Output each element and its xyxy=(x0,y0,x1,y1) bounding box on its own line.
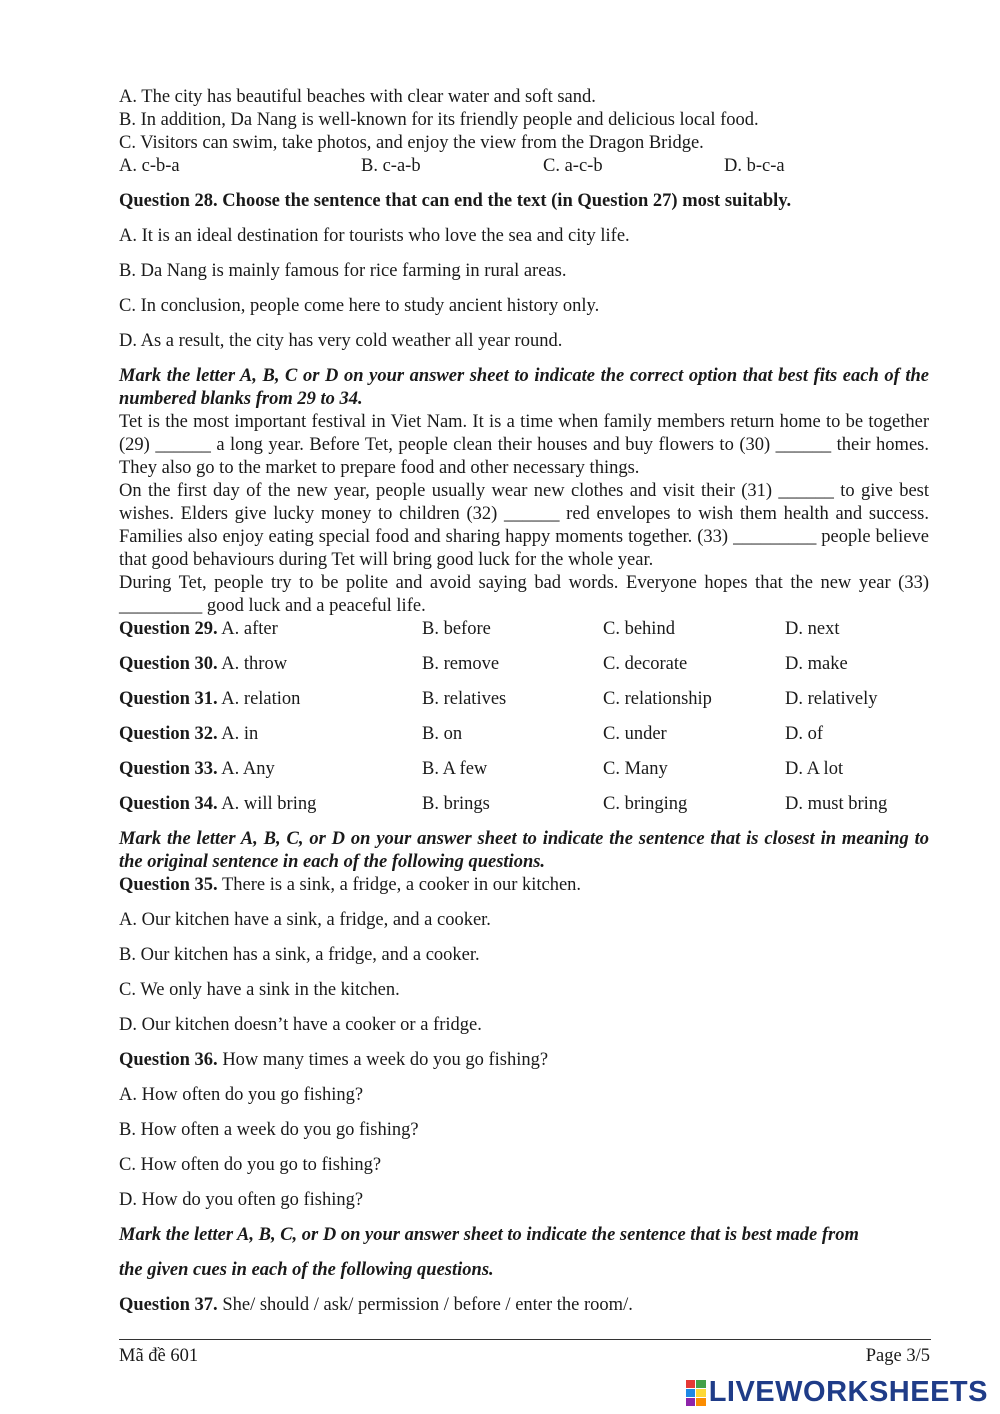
option-d[interactable]: D. must bring xyxy=(785,794,888,814)
page-number: Page 3/5 xyxy=(865,1346,930,1366)
q37-prompt xyxy=(119,1294,929,1317)
option-a[interactable]: A. throw xyxy=(221,654,288,674)
option-d[interactable]: D. of xyxy=(785,724,824,744)
q28-option-a[interactable]: A. It is an ideal destination for tourists who love the sea and city life. xyxy=(119,226,630,246)
logo-tile xyxy=(686,1389,696,1397)
q37-text: She/ should / ask/ permission / before / enter the room/. xyxy=(217,1295,633,1315)
q28-option-c[interactable]: C. In conclusion, people come here to study ancient history only. xyxy=(119,296,600,316)
q36-option-d[interactable]: D. How do you often go fishing? xyxy=(119,1190,364,1210)
logo-tile xyxy=(696,1389,706,1397)
option-b[interactable]: B. A few xyxy=(422,759,488,779)
cues-instruction-line1: Mark the letter A, B, C, or D on your answer sheet to indicate the sentence that is best made from xyxy=(119,1225,859,1245)
logo-tile xyxy=(696,1380,706,1388)
q35-label: Question 35. xyxy=(119,875,218,895)
question-label: Question 31. xyxy=(119,689,218,709)
option-d[interactable]: D. make xyxy=(785,654,848,674)
q36-text: How many times a week do you go fishing? xyxy=(217,1050,549,1070)
exam-code: Mã đề 601 xyxy=(119,1346,199,1366)
option-c[interactable]: C. bringing xyxy=(603,794,688,814)
question-label: Question 34. xyxy=(119,794,218,814)
option-d[interactable]: D. relatively xyxy=(785,689,878,709)
closest-instruction: Mark the letter A, B, C, or D on your answer sheet to indicate the sentence that is closest in meaning to the original sentence in each of the following questions. xyxy=(119,829,929,872)
question-label: Question 30. xyxy=(119,654,218,674)
liveworksheets-logo-icon xyxy=(686,1380,706,1406)
cloze-paragraph-2: On the first day of the new year, people usually wear new clothes and visit their (31) ______ to give best wishes. Elders give lucky money to children (32) ______ red envelopes to wish them health and success. Families also enjoy eating special food and sharing happy moments together. (33) _________ people believe that good behaviours during Tet will bring good luck for the whole year. xyxy=(119,481,929,570)
q35-option-d[interactable]: D. Our kitchen doesn’t have a cooker or a fridge. xyxy=(119,1015,482,1035)
option-d[interactable]: D. A lot xyxy=(785,759,844,779)
q27-sentence-b: B. In addition, Da Nang is well-known for its friendly people and delicious local food. xyxy=(119,110,759,130)
q27-option-c[interactable]: C. a-c-b xyxy=(543,156,603,176)
logo-tile xyxy=(686,1380,696,1388)
option-a[interactable]: A. relation xyxy=(221,689,301,709)
q27-sentences xyxy=(119,86,929,178)
question-row xyxy=(119,758,929,781)
option-b[interactable]: B. before xyxy=(422,619,491,639)
q36-option-a[interactable]: A. How often do you go fishing? xyxy=(119,1085,364,1105)
q28-option-d[interactable]: D. As a result, the city has very cold weather all year round. xyxy=(119,331,563,351)
option-a[interactable]: A. after xyxy=(221,619,278,639)
option-c[interactable]: C. relationship xyxy=(603,689,712,709)
option-c[interactable]: C. decorate xyxy=(603,654,688,674)
footer-divider xyxy=(119,1339,931,1340)
q35-prompt xyxy=(119,874,929,897)
option-a[interactable]: A. will bring xyxy=(221,794,317,814)
q27-option-d[interactable]: D. b-c-a xyxy=(724,156,785,176)
option-b[interactable]: B. relatives xyxy=(422,689,507,709)
q27-option-a[interactable]: A. c-b-a xyxy=(119,156,180,176)
q27-options xyxy=(119,155,929,178)
cloze-paragraph-1: Tet is the most important festival in Viet Nam. It is a time when family members return home to be together (29) ______ a long year. Before Tet, people clean their houses and buy flowers to (30) ______ their homes. They also go to the market to prepare food and other necessary things. xyxy=(119,412,929,478)
question-row xyxy=(119,793,929,816)
brand-text: LIVEWORKSHEETS xyxy=(708,1376,988,1408)
q35-option-c[interactable]: C. We only have a sink in the kitchen. xyxy=(119,980,400,1000)
question-row xyxy=(119,688,929,711)
question-label: Question 29. xyxy=(119,619,218,639)
option-a[interactable]: A. Any xyxy=(221,759,275,779)
logo-tile xyxy=(696,1398,706,1406)
q36-prompt xyxy=(119,1049,929,1072)
q36-option-b[interactable]: B. How often a week do you go fishing? xyxy=(119,1120,419,1140)
cloze-questions xyxy=(119,618,929,816)
option-b[interactable]: B. on xyxy=(422,724,463,744)
q36-option-c[interactable]: C. How often do you go to fishing? xyxy=(119,1155,382,1175)
q27-option-b[interactable]: B. c-a-b xyxy=(361,156,421,176)
option-d[interactable]: D. next xyxy=(785,619,840,639)
question-row xyxy=(119,653,929,676)
option-b[interactable]: B. remove xyxy=(422,654,500,674)
cloze-paragraph-3: During Tet, people try to be polite and avoid saying bad words. Everyone hopes that the new year (33) _________ good luck and a peaceful life. xyxy=(119,573,929,616)
q35-text: There is a sink, a fridge, a cooker in our kitchen. xyxy=(217,875,582,895)
exam-page xyxy=(119,86,929,1317)
option-a[interactable]: A. in xyxy=(221,724,259,744)
q37-label: Question 37. xyxy=(119,1295,218,1315)
q35-option-a[interactable]: A. Our kitchen have a sink, a fridge, and a cooker. xyxy=(119,910,491,930)
option-b[interactable]: B. brings xyxy=(422,794,490,814)
cloze-instruction: Mark the letter A, B, C or D on your answer sheet to indicate the correct option that best fits each of the numbered blanks from 29 to 34. xyxy=(119,366,929,409)
logo-tile xyxy=(686,1398,696,1406)
q27-sentence-c: C. Visitors can swim, take photos, and enjoy the view from the Dragon Bridge. xyxy=(119,133,704,153)
cues-instruction-line2: the given cues in each of the following questions. xyxy=(119,1260,494,1280)
q28-option-b[interactable]: B. Da Nang is mainly famous for rice farming in rural areas. xyxy=(119,261,567,281)
q35-option-b[interactable]: B. Our kitchen has a sink, a fridge, and a cooker. xyxy=(119,945,480,965)
question-label: Question 32. xyxy=(119,724,218,744)
liveworksheets-brand[interactable] xyxy=(686,1376,988,1409)
q36-label: Question 36. xyxy=(119,1050,218,1070)
question-row xyxy=(119,723,929,746)
option-c[interactable]: C. Many xyxy=(603,759,668,779)
question-row xyxy=(119,618,929,641)
q27-sentence-a: A. The city has beautiful beaches with clear water and soft sand. xyxy=(119,87,596,107)
option-c[interactable]: C. behind xyxy=(603,619,675,639)
option-c[interactable]: C. under xyxy=(603,724,667,744)
question-label: Question 33. xyxy=(119,759,218,779)
q28-title: Question 28. Choose the sentence that can end the text (in Question 27) most suitably. xyxy=(119,191,792,211)
